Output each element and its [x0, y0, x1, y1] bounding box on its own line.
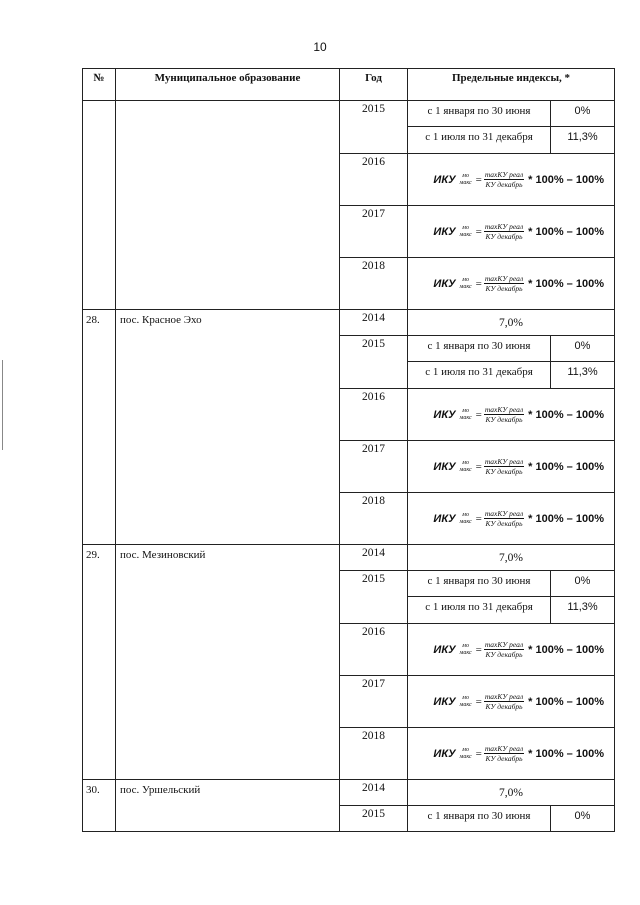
formula-sub-top: мо — [462, 694, 469, 701]
half-year-row — [408, 336, 614, 362]
formula-denominator: КУ декабрь — [485, 232, 523, 241]
formula-lhs: ИКУ — [433, 173, 456, 186]
formula-lhs: ИКУ — [433, 408, 456, 421]
formula-rhs: * 100% – 100% — [528, 277, 604, 290]
formula-lhs: ИКУ — [433, 695, 456, 708]
formula-denominator: КУ декабрь — [485, 415, 523, 424]
formula-sub-bottom: макс — [459, 179, 472, 186]
formula — [408, 441, 614, 492]
year-cell: 2016 — [340, 624, 408, 676]
formula-eq: = — [475, 225, 482, 238]
formula-numerator: maxКУ реал — [484, 640, 524, 649]
half-year-row — [408, 362, 614, 388]
period-value: 11,3% — [567, 366, 598, 378]
table-row — [83, 101, 615, 154]
year-cell: 2018 — [340, 258, 408, 310]
formula-eq: = — [475, 277, 482, 290]
half-year-cell — [408, 806, 615, 832]
half-year-row — [408, 127, 614, 153]
formula-sub-top: мо — [462, 459, 469, 466]
year-cell: 2015 — [340, 336, 408, 389]
formula-lhs: ИКУ — [433, 512, 456, 525]
half-year-cell — [408, 571, 615, 624]
header-indices: Предельные индексы, * — [408, 69, 615, 101]
formula-sub-bottom: макс — [459, 466, 472, 473]
row-num-cell — [83, 101, 116, 310]
formula-denominator: КУ декабрь — [485, 650, 523, 659]
half-year-row — [408, 806, 614, 831]
formula-denominator: КУ декабрь — [485, 519, 523, 528]
formula-subscript — [460, 695, 472, 709]
formula — [408, 206, 614, 257]
formula-lhs: ИКУ — [433, 643, 456, 656]
period-label: с 1 января по 30 июня — [408, 336, 551, 361]
formula-sub-bottom: макс — [459, 701, 472, 708]
formula-numerator: maxКУ реал — [484, 222, 524, 231]
formula-sub-top: мо — [462, 224, 469, 231]
municipality-cell: пос. Мезиновский — [116, 545, 340, 780]
period-value: 0% — [574, 340, 591, 352]
formula-cell — [408, 676, 615, 728]
formula-subscript — [460, 512, 472, 526]
formula-sub-top: мо — [462, 511, 469, 518]
formula-lhs: ИКУ — [433, 747, 456, 760]
period-label: с 1 января по 30 июня — [408, 571, 551, 596]
formula-cell — [408, 258, 615, 310]
formula-eq: = — [475, 408, 482, 421]
period-label: с 1 января по 30 июня — [408, 806, 551, 831]
formula-fraction — [484, 640, 524, 659]
year-cell: 2017 — [340, 441, 408, 493]
year-cell: 2015 — [340, 571, 408, 624]
formula-rhs: * 100% – 100% — [528, 225, 604, 238]
formula-cell — [408, 728, 615, 780]
period-value: 0% — [574, 105, 591, 117]
year-cell: 2017 — [340, 676, 408, 728]
formula-subscript — [460, 408, 472, 422]
period-label: с 1 июля по 31 декабря — [408, 127, 551, 153]
table-row — [83, 310, 615, 336]
year-cell: 2018 — [340, 728, 408, 780]
page-number: 10 — [313, 40, 327, 54]
formula-sub-bottom: макс — [459, 753, 472, 760]
header-municipality: Муниципальное образование — [116, 69, 340, 101]
formula-subscript — [460, 747, 472, 761]
formula — [408, 624, 614, 675]
formula-cell — [408, 624, 615, 676]
period-label: с 1 июля по 31 декабря — [408, 362, 551, 388]
formula-lhs: ИКУ — [433, 460, 456, 473]
period-label: с 1 июля по 31 декабря — [408, 597, 551, 623]
year-cell: 2016 — [340, 154, 408, 206]
formula-cell — [408, 441, 615, 493]
formula-denominator: КУ декабрь — [485, 284, 523, 293]
table-row — [83, 780, 615, 806]
formula-lhs: ИКУ — [433, 225, 456, 238]
period-value: 11,3% — [567, 601, 598, 613]
formula-fraction — [484, 170, 524, 189]
formula-numerator: maxКУ реал — [484, 744, 524, 753]
formula-eq: = — [475, 695, 482, 708]
rate-cell: 7,0% — [408, 545, 615, 571]
formula-fraction — [484, 744, 524, 763]
municipality-cell: пос. Уршельский — [116, 780, 340, 832]
municipality-cell: пос. Красное Эхо — [116, 310, 340, 545]
year-cell: 2016 — [340, 389, 408, 441]
formula-rhs: * 100% – 100% — [528, 512, 604, 525]
formula-subscript — [460, 173, 472, 187]
year-cell: 2015 — [340, 806, 408, 832]
formula-lhs: ИКУ — [433, 277, 456, 290]
formula-rhs: * 100% – 100% — [528, 643, 604, 656]
formula-fraction — [484, 692, 524, 711]
half-year-cell — [408, 336, 615, 389]
formula-sub-bottom: макс — [459, 414, 472, 421]
scan-margin-mark — [2, 360, 3, 450]
rate-cell: 7,0% — [408, 310, 615, 336]
formula-numerator: maxКУ реал — [484, 274, 524, 283]
formula-sub-top: мо — [462, 276, 469, 283]
formula-eq: = — [475, 460, 482, 473]
formula-denominator: КУ декабрь — [485, 702, 523, 711]
formula-fraction — [484, 405, 524, 424]
half-year-row — [408, 597, 614, 623]
year-cell: 2018 — [340, 493, 408, 545]
year-cell: 2015 — [340, 101, 408, 154]
formula-denominator: КУ декабрь — [485, 180, 523, 189]
formula-sub-bottom: макс — [459, 231, 472, 238]
row-num-cell: 29. — [83, 545, 116, 780]
formula-eq: = — [475, 512, 482, 525]
formula-rhs: * 100% – 100% — [528, 173, 604, 186]
formula-subscript — [460, 277, 472, 291]
formula-cell — [408, 154, 615, 206]
formula-sub-bottom: макс — [459, 518, 472, 525]
formula-rhs: * 100% – 100% — [528, 408, 604, 421]
formula — [408, 258, 614, 309]
period-label: с 1 января по 30 июня — [408, 101, 551, 126]
formula-rhs: * 100% – 100% — [528, 460, 604, 473]
formula-numerator: maxКУ реал — [484, 509, 524, 518]
period-value: 0% — [574, 575, 591, 587]
formula-fraction — [484, 457, 524, 476]
formula-sub-top: мо — [462, 407, 469, 414]
formula-cell — [408, 206, 615, 258]
formula — [408, 389, 614, 440]
half-year-cell — [408, 101, 615, 154]
formula-numerator: maxКУ реал — [484, 457, 524, 466]
indices-table — [82, 68, 615, 832]
municipality-cell — [116, 101, 340, 310]
header-num: № — [83, 69, 116, 101]
header-year: Год — [340, 69, 408, 101]
formula-denominator: КУ декабрь — [485, 754, 523, 763]
formula-fraction — [484, 509, 524, 528]
rate-cell: 7,0% — [408, 780, 615, 806]
formula-rhs: * 100% – 100% — [528, 747, 604, 760]
period-value: 0% — [574, 810, 591, 822]
year-cell: 2014 — [340, 780, 408, 806]
formula-subscript — [460, 225, 472, 239]
year-cell: 2014 — [340, 310, 408, 336]
year-cell: 2014 — [340, 545, 408, 571]
formula-fraction — [484, 274, 524, 293]
formula-sub-top: мо — [462, 746, 469, 753]
formula-sub-top: мо — [462, 172, 469, 179]
half-year-row — [408, 101, 614, 127]
formula-numerator: maxКУ реал — [484, 170, 524, 179]
formula-subscript — [460, 460, 472, 474]
period-value: 11,3% — [567, 131, 598, 143]
table-row — [83, 545, 615, 571]
formula-sub-top: мо — [462, 642, 469, 649]
formula-fraction — [484, 222, 524, 241]
formula-rhs: * 100% – 100% — [528, 695, 604, 708]
year-cell: 2017 — [340, 206, 408, 258]
formula-eq: = — [475, 747, 482, 760]
formula — [408, 676, 614, 727]
formula-eq: = — [475, 643, 482, 656]
formula-numerator: maxКУ реал — [484, 692, 524, 701]
formula-eq: = — [475, 173, 482, 186]
row-num-cell: 28. — [83, 310, 116, 545]
formula-cell — [408, 493, 615, 545]
formula-subscript — [460, 643, 472, 657]
formula — [408, 728, 614, 779]
row-num-cell: 30. — [83, 780, 116, 832]
half-year-row — [408, 571, 614, 597]
formula-cell — [408, 389, 615, 441]
formula — [408, 493, 614, 544]
formula-sub-bottom: макс — [459, 283, 472, 290]
formula — [408, 154, 614, 205]
formula-numerator: maxКУ реал — [484, 405, 524, 414]
formula-sub-bottom: макс — [459, 649, 472, 656]
table-header-row — [83, 69, 615, 101]
formula-denominator: КУ декабрь — [485, 467, 523, 476]
